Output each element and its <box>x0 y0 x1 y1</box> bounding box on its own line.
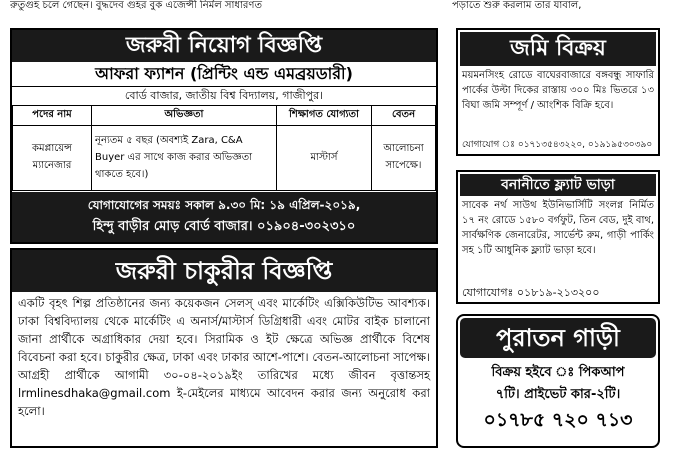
top-strip-left: রুতুগুহ চলে গেছেন। বুদ্ধদেব গুহর বুক এজেন্সী নির্মল সাধারণত <box>10 0 262 11</box>
chakri-ad <box>10 248 438 448</box>
job-ad-contact <box>12 192 436 242</box>
chakri-ad-title: জরুরী চাকুরীর বিজ্ঞপ্তি <box>12 250 436 292</box>
job-table <box>12 105 436 191</box>
table-cell: আলোচনা সাপেক্ষে। <box>372 126 436 191</box>
land-ad-contact: যোগাযোগ ঃ ০১৭১৩৫৪৩২২০, ০১৯১৯৫৩০৩৯০ <box>462 140 653 150</box>
job-ad-address: বোর্ড বাজার, জাতীয় বিশ্ব বিদ্যালয়, গাজীপুর। <box>124 89 324 102</box>
job-ad <box>10 28 438 244</box>
land-ad <box>456 28 660 156</box>
contact-line: যোগাযোগের সময়ঃ সকাল ৯.৩০ মি: ১৯ এপ্রিল-২০১৯, <box>87 198 361 212</box>
land-ad-body: ময়মনসিংহ রোডে বাঘেরবাজারে বঙ্গবন্ধু সাফারি পার্কের উল্টা দিকের রাস্তায় ৩০০ মিঃ ভিতরে ১৩ বিঘা জমি সম্পূর্ণ / আংশিক বিক্রি হবে। <box>462 70 654 111</box>
chakri-ad-body: একটি বৃহৎ শিল্প প্রতিষ্ঠানের জন্য কয়েকজন সেলস্ এবং মার্কেটিং এক্সিকিউটিভ আবশ্যক। ঢাকা বিশ্ববিদ্যালয় থেকে মার্কেটিং এ অনার্স/মাস্টার্স ডিগ্রিধারী এবং মোটর বাইক চালানো জানা প্রার্থীকে অগ্রাধিকার দেয়া হবে। সিরামিক ও ইট ক্ষেত্রে অভিজ্ঞ প্রার্থীকে বিশেষ বিবেচনা করা হবে। চাকুরীর ক্ষেত্র, ঢাকা এবং ঢাকার আশে-পাশে। বেতন-আলোচনা সাপেক্ষ। আগ্রহী প্রার্থীকে আগামী ৩০-০৪-২০১৯ইং তারিখের মধ্যে জীবন বৃত্তান্তসহ lrmlinesdhaka@gmail.com ই-মেইলের মাধ্যমে আবেদন করার জন্য অনুরোধ করা হলো। <box>18 296 430 418</box>
table-cell: কমপ্লায়েন্স ম্যানেজার <box>13 126 92 191</box>
table-row <box>13 126 436 191</box>
flat-ad-title: বনানীতে ফ্ল্যাট ভাড়া <box>460 174 656 196</box>
job-ad-company: আফরা ফ্যাশন (প্রিন্টিং এন্ড এমব্রয়ডারী) <box>12 62 436 87</box>
flat-ad-contact: যোগাযোগঃ ০১৮১৯-২১৩২০০ <box>462 286 600 299</box>
table-header: শিক্ষাগত যোগ্যতা <box>277 106 372 126</box>
table-cell: নূন্যতম ৫ বছর (অবশ্যই Zara, C&A Buyer এর সাথে কাজ করার অভিজ্ঞতা থাকতে হবে।) <box>92 126 277 191</box>
top-strip-right: পড়াতে শুরু করলাম তার যাবাল, <box>452 0 582 11</box>
car-ad <box>456 314 660 448</box>
car-ad-line1: বিক্রয় হইবে ঃ পিকআপ <box>491 365 625 380</box>
table-header: বেতন <box>372 106 436 126</box>
flat-ad-body: সাবেক নর্থ সাউথ ইউনিভার্সিটি সংলগ্ন নির্মিত ১৭ নং রোডে ১৫৮০ বর্গফুট, তিন বেড, দুই বাথ, সার্বক্ষণিক জেনারেটর, সার্ভেন্ট রুম, গাড়ী পার্কিং সহ ১টি আধুনিক ফ্ল্যাট ভাড়া হবে। <box>462 200 654 256</box>
car-ad-phone: ০১৭৮৫ ৭২০ ৭১৩ <box>483 409 633 431</box>
table-cell: মাস্টার্স <box>277 126 372 191</box>
job-ad-title: জরুরী নিয়োগ বিজ্ঞপ্তি <box>12 30 436 62</box>
car-ad-line2: ৭টি। প্রাইভেট কার-২টি। <box>495 387 621 402</box>
car-ad-title: পুরাতন গাড়ী <box>460 318 656 358</box>
flat-ad <box>456 170 660 304</box>
land-ad-title: জমি বিক্রয় <box>460 32 656 66</box>
contact-line: হিন্দু বাড়ীর মোড় বোর্ড বাজার। ০১৯০৪-৩০২৩১০ <box>92 219 356 234</box>
table-header: পদের নাম <box>13 106 92 126</box>
table-header: অভিজ্ঞতা <box>92 106 277 126</box>
